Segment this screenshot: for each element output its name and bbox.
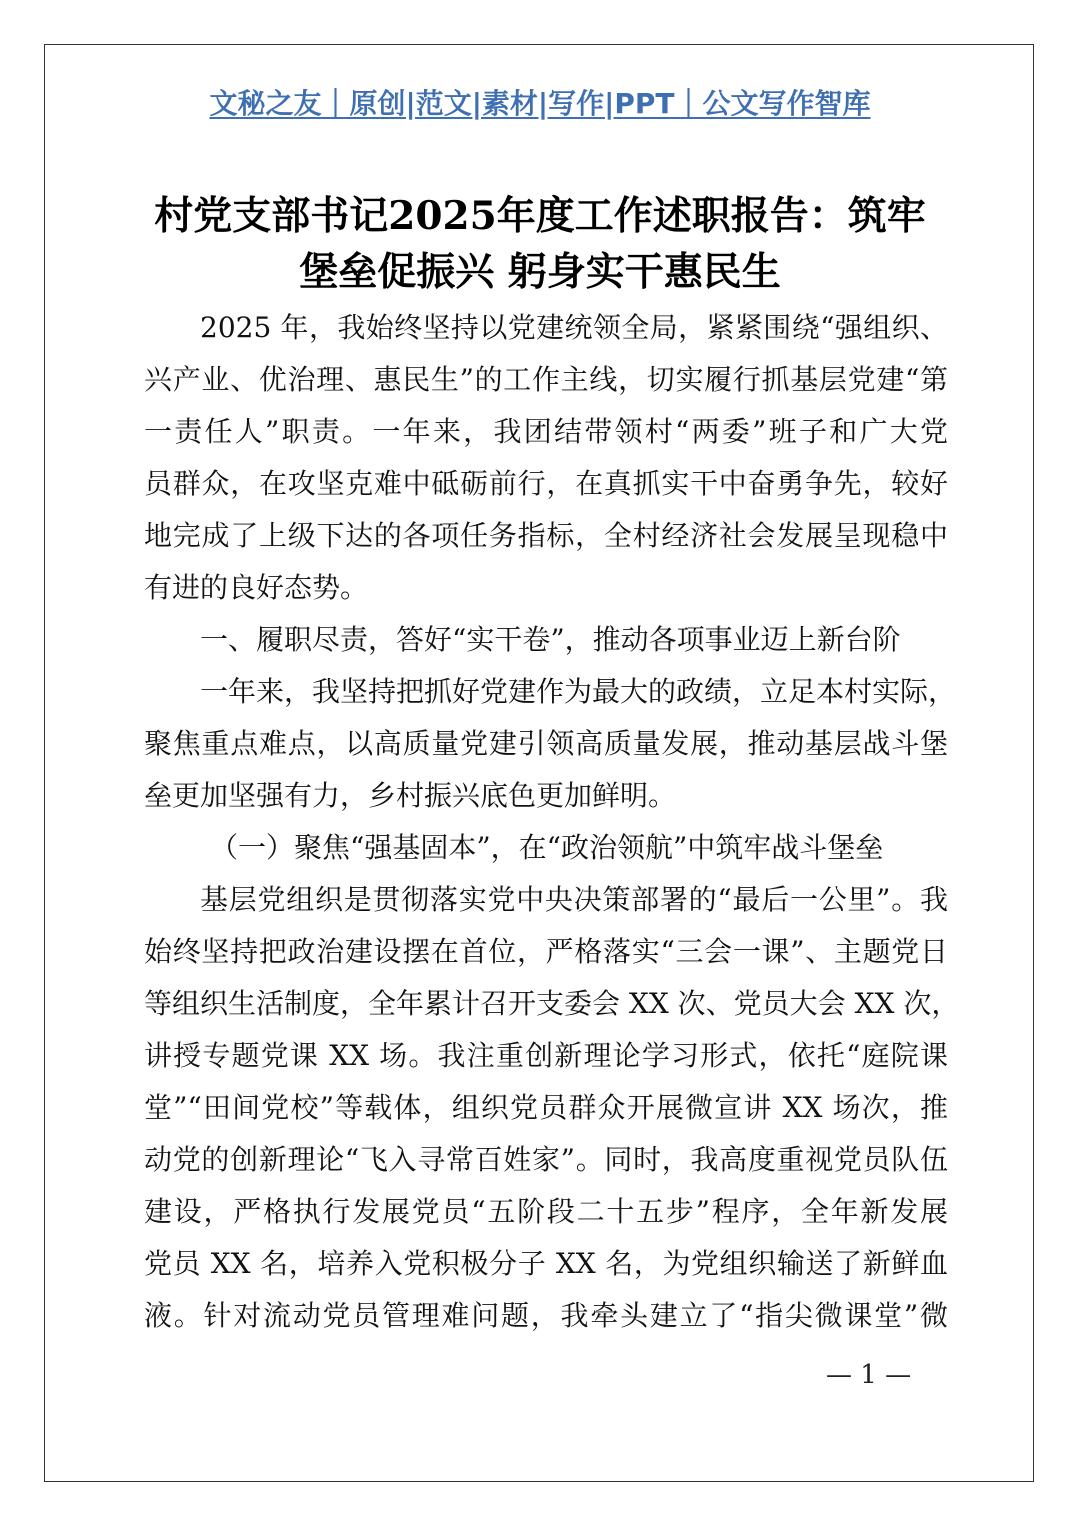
- title-line-1: 村党支部书记2025年度工作述职报告：筑牢: [154, 193, 926, 239]
- paragraph-line: 一年来，我坚持把抓好党建作为最大的政绩，立足本村实际，: [200, 675, 957, 708]
- paragraph-line: 员群众，在攻坚克难中砥砺前行，在真抓实干中奋勇争先，较好: [144, 467, 948, 500]
- paragraph-line: 始终坚持把政治建设摆在首位，严格落实“三会一课”、主题党日: [144, 935, 948, 968]
- paragraph-line: 动党的创新理论“飞入寻常百姓家”。同时，我高度重视党员队伍: [144, 1143, 948, 1176]
- paragraph-line: 建设，严格执行发展党员“五阶段二十五步”程序，全年新发展: [144, 1195, 948, 1228]
- page-number: — 1 —: [826, 1360, 912, 1390]
- header-banner[interactable]: 文秘之友｜原创|范文|素材|写作|PPT｜公文写作智库: [209, 87, 871, 120]
- paragraph-line: 基层党组织是贯彻落实党中央决策部署的“最后一公里”。我: [200, 883, 948, 916]
- document-body: [144, 302, 960, 1342]
- paragraph-line: 地完成了上级下达的各项任务指标，全村经济社会发展呈现稳中: [144, 519, 948, 552]
- paragraph-line: 液。针对流动党员管理难问题，我牵头建立了“指尖微课堂”微: [144, 1299, 948, 1332]
- paragraph-line: 垒更加坚强有力，乡村振兴底色更加鲜明。: [144, 779, 677, 812]
- title-line-2: 堡垒促振兴 躬身实干惠民生: [299, 249, 781, 295]
- section-heading: 一、履职尽责，答好“实干卷”，推动各项事业迈上新台阶: [200, 623, 901, 656]
- paragraph-line: 讲授专题党课 XX 场。我注重创新理论学习形式，依托“庭院课: [144, 1039, 948, 1072]
- paragraph-line: 堂”“田间党校”等载体，组织党员群众开展微宣讲 XX 场次，推: [144, 1091, 948, 1124]
- paragraph-line: 2025 年，我始终坚持以党建统领全局，紧紧围绕“强组织、: [200, 311, 948, 344]
- paragraph-line: 等组织生活制度，全年累计召开支委会 XX 次、党员大会 XX 次，: [144, 987, 960, 1020]
- paragraph-line: 一责任人”职责。一年来，我团结带领村“两委”班子和广大党: [144, 415, 948, 448]
- paragraph-line: 党员 XX 名，培养入党积极分子 XX 名，为党组织输送了新鲜血: [144, 1247, 948, 1280]
- paragraph-line: 有进的良好态势。: [144, 571, 369, 604]
- subsection-heading: （一）聚焦“强基固本”，在“政治领航”中筑牢战斗堡垒: [210, 831, 884, 864]
- paragraph-line: 聚焦重点难点，以高质量党建引领高质量发展，推动基层战斗堡: [144, 727, 948, 760]
- document-title: [120, 188, 960, 300]
- paragraph-line: 兴产业、优治理、惠民生”的工作主线，切实履行抓基层党建“第: [144, 363, 948, 396]
